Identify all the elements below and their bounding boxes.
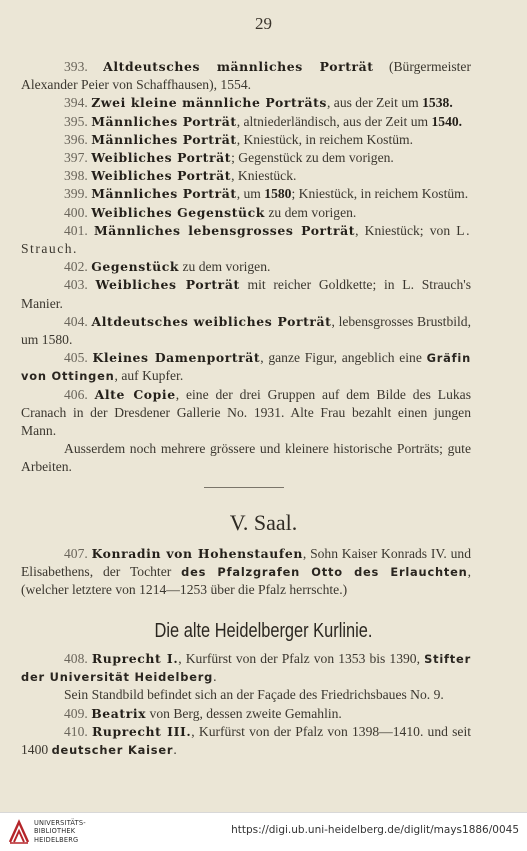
library-name: UNIVERSITÄTS- BIBLIOTHEK HEIDELBERG xyxy=(34,819,86,844)
catalog-entry: 393. Altdeutsches männliches Porträt (Bürgermeister Alexander Peier von Schaffhausen), 1554. xyxy=(21,59,471,93)
catalog-entry: 408. Ruprecht I., Kurfürst von der Pfalz von 1353 bis 1390, Stifter der Universität Heidelberg. xyxy=(21,651,471,685)
catalog-entry: 403. Weibliches Porträt mit reicher Goldkette; in L. Strauch's Manier. xyxy=(21,277,471,311)
catalog-entry: 394. Zwei kleine männliche Porträts, aus der Zeit um 1538. xyxy=(64,95,453,111)
note-paragraph: Ausserdem noch mehrere grössere und kleinere historische Porträts; gute Arbeiten. xyxy=(21,441,471,475)
catalog-entry: 397. Weibliches Porträt; Gegenstück zu dem vorigen. xyxy=(64,150,394,166)
catalog-entry: 404. Altdeutsches weibliches Porträt, lebensgrosses Brustbild, um 1580. xyxy=(21,313,472,348)
catalog-entry: 400. Weibliches Gegenstück zu dem vorigen. xyxy=(64,204,357,220)
catalog-entries-top xyxy=(21,58,471,477)
catalog-entry: 401. Männliches lebensgrosses Porträt, Kniestück; von L. Strauch. xyxy=(21,222,471,257)
university-library-logo-icon xyxy=(7,818,31,846)
catalog-entry: 409. Beatrix von Berg, dessen zweite Gemahlin. xyxy=(64,705,342,721)
catalog-entry: 395. Männliches Porträt, altniederländisch, aus der Zeit um 1540. xyxy=(64,113,463,129)
permalink-url[interactable]: https://digi.ub.uni-heidelberg.de/diglit/mays1886/0045 xyxy=(231,824,519,836)
catalog-entry: 406. Alte Copie, eine der drei Gruppen auf dem Bilde des Lukas Cranach in der Dresdener Gallerie No. 1931. Alte Frau bezahlt einen jungen Mann. xyxy=(21,386,471,439)
section-heading: V. Saal. xyxy=(229,510,298,535)
catalog-entries-bottom xyxy=(21,650,471,759)
catalog-entry: 402. Gegenstück zu dem vorigen. xyxy=(64,259,271,275)
catalog-entry: 398. Weibliches Porträt, Kniestück. xyxy=(64,168,297,184)
catalog-entry-note: Sein Standbild befindet sich an der Façade des Friedrichsbaues No. 9. xyxy=(64,687,444,703)
catalog-entry: 407. Konradin von Hohenstaufen, Sohn Kaiser Konrads IV. und Elisabethens, der Tochter des Pfalzgrafen Otto des Erlauchten, (welcher letztere von 1214—1253 über die Pfalz herrschte.) xyxy=(21,546,472,598)
catalog-entry: 399. Männliches Porträt, um 1580; Kniestück, in reichem Kostüm. xyxy=(64,186,469,202)
viewer-footer xyxy=(0,812,527,851)
catalog-entry: 410. Ruprecht III., Kurfürst von der Pfalz von 1398—1410. und seit 1400 deutscher Kaiser. xyxy=(21,723,471,758)
page-number: 29 xyxy=(255,14,272,33)
divider-rule xyxy=(204,487,284,488)
catalog-entry: 396. Männliches Porträt, Kniestück, in reichem Kostüm. xyxy=(64,131,413,147)
catalog-entry: 405. Kleines Damenporträt, ganze Figur, angeblich eine Gräfin von Ottingen, auf Kupfer. xyxy=(21,350,471,384)
entry-407-block xyxy=(21,545,471,600)
subheading: Die alte Heidelberger Kurlinie. xyxy=(154,620,373,642)
